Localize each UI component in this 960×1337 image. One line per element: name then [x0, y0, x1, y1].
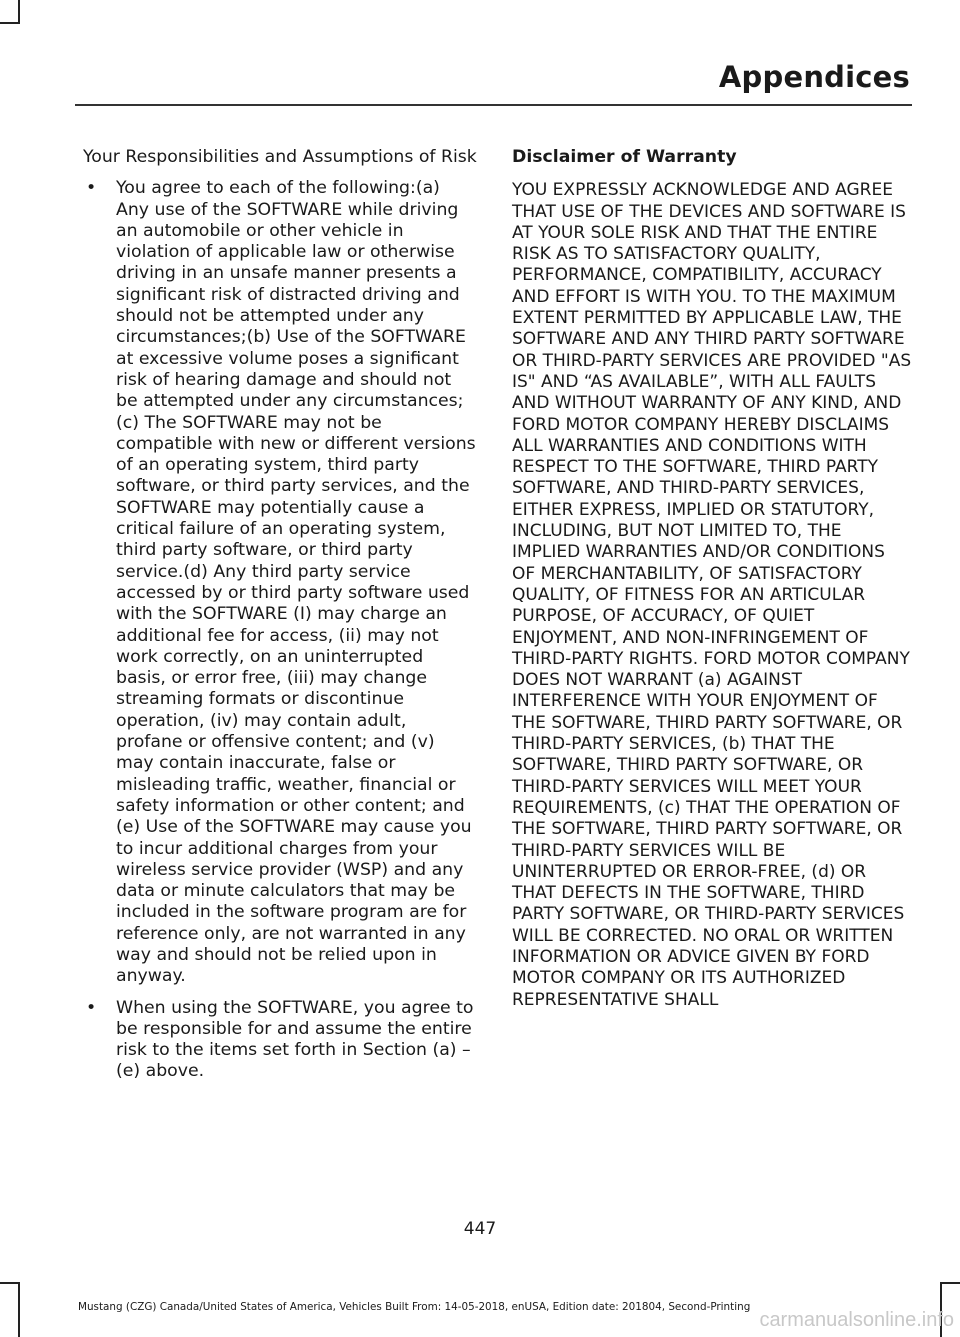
bullet-icon: • — [86, 997, 97, 1018]
crop-mark-bottom-left-horizontal — [0, 1282, 20, 1284]
list-item-text: You agree to each of the following:(a) Any use of the SOFTWARE while driving an automobile or other vehicle in violation of applicable law or otherwise driving in an unsafe manner presents a significant risk of distracted driving and should not be attempted under any circumstances;(b) Use of the SOFTWARE at excessive volume poses a significant risk of hearing damage and should not be attempted under any circumstances;(c) The SOFTWARE may not be compatible with new or different versions of an operating system, third party software, or third party services, and the SOFTWARE may potentially cause a critical failure of an operating system, third party software, or third party service.(d) Any third party service accessed by or third party software used with the SOFTWARE (I) may charge an additional fee for access, (ii) may not work correctly, on an uninterrupted basis, or error free, (iii) may change streaming formats or discontinue operation, (iv) may contain adult, profane or offensive content; and (v) may contain inaccurate, false or misleading traffic, weather, financial or safety information or other content; and (e) Use of the SOFTWARE may cause you to incur additional charges from your wireless service provider (WSP) and any data or minute calculators that may be included in the software program are for reference only, are not warranted in any way and should not be relied upon in anyway. — [116, 178, 476, 987]
crop-mark-top-left-horizontal — [0, 22, 20, 24]
responsibilities-list — [83, 178, 477, 1082]
page-header-title: Appendices — [718, 60, 910, 94]
crop-mark-top-left-vertical — [18, 0, 20, 24]
header-divider — [75, 104, 912, 106]
page-number: 447 — [463, 1219, 497, 1239]
responsibilities-heading: Your Responsibilities and Assumptions of Risk — [83, 147, 477, 167]
list-item-text: When using the SOFTWARE, you agree to be responsible for and assume the entire risk to the items set forth in Section (a) – (e) above. — [116, 997, 474, 1082]
list-item — [83, 178, 477, 987]
list-item — [83, 998, 477, 1083]
disclaimer-body: YOU EXPRESSLY ACKNOWLEDGE AND AGREE THAT USE OF THE DEVICES AND SOFTWARE IS AT YOUR SOLE RISK AND THAT THE ENTIRE RISK AS TO SATISFACTORY QUALITY, PERFORMANCE, COMPATIBILITY, ACCURACY AND EFFORT IS WITH YOU. TO THE MAXIMUM EXTENT PERMITTED BY APPLICABLE LAW, THE SOFTWARE AND ANY THIRD PARTY SOFTWARE OR THIRD-PARTY SERVICES ARE PROVIDED "AS IS" AND “AS AVAILABLE”, WITH ALL FAULTS AND WITHOUT WARRANTY OF ANY KIND, AND FORD MOTOR COMPANY HEREBY DISCLAIMS ALL WARRANTIES AND CONDITIONS WITH RESPECT TO THE SOFTWARE, THIRD PARTY SOFTWARE, AND THIRD-PARTY SERVICES, EITHER EXPRESS, IMPLIED OR STATUTORY, INCLUDING, BUT NOT LIMITED TO, THE IMPLIED WARRANTIES AND/OR CONDITIONS OF MERCHANTABILITY, OF SATISFACTORY QUALITY, OF FITNESS FOR AN ARTICULAR PURPOSE, OF ACCURACY, OF QUIET ENJOYMENT, AND NON-INFRINGEMENT OF THIRD-PARTY RIGHTS. FORD MOTOR COMPANY DOES NOT WARRANT (a) AGAINST INTERFERENCE WITH YOUR ENJOYMENT OF THE SOFTWARE, THIRD PARTY SOFTWARE, OR THIRD-PARTY SERVICES, (b) THAT THE SOFTWARE, THIRD PARTY SOFTWARE, OR THIRD-PARTY SERVICES WILL MEET YOUR REQUIREMENTS, (c) THAT THE OPERATION OF THE SOFTWARE, THIRD PARTY SOFTWARE, OR THIRD-PARTY SERVICES WILL BE UNINTERRUPTED OR ERROR-FREE, (d) OR THAT DEFECTS IN THE SOFTWARE, THIRD PARTY SOFTWARE, OR THIRD-PARTY SERVICES WILL BE CORRECTED. NO ORAL OR WRITTEN INFORMATION OR ADVICE GIVEN BY FORD MOTOR COMPANY OR ITS AUTHORIZED REPRESENTATIVE SHALL — [512, 180, 912, 1010]
watermark: carmanualsonline.info — [759, 1309, 954, 1331]
bullet-icon: • — [86, 178, 97, 199]
crop-mark-bottom-right-horizontal — [940, 1282, 960, 1284]
left-column — [83, 147, 477, 1093]
footer-text: Mustang (CZG) Canada/United States of America, Vehicles Built From: 14-05-2018, enUSA, Edition date: 201804, Second-Printing — [78, 1301, 751, 1313]
crop-mark-bottom-left-vertical — [18, 1282, 20, 1337]
disclaimer-heading: Disclaimer of Warranty — [512, 147, 737, 167]
right-column — [512, 147, 912, 1011]
